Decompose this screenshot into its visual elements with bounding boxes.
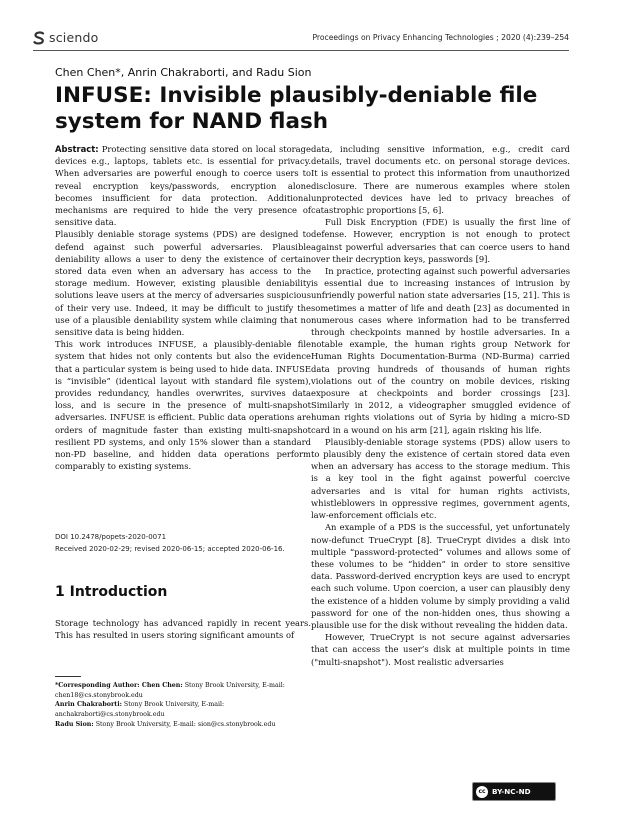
section-heading: 1 Introduction <box>55 584 168 600</box>
sciendo-logo-icon <box>33 31 45 45</box>
creative-commons-icon: cc <box>476 786 488 798</box>
footnote: Radu Sion: Stony Brook University, E-mail: sion@cs.stonybrook.edu <box>55 720 276 728</box>
abstract-paragraph: Plausibly deniable storage systems (PDS) are designed to defend against such powerful adversaries. Plausible deniability allows a user to deny the existence of certain stored data even when an adversary has access to the storage medium. However, existing plausible deniability solutions leave users at the mercy of adversaries suspicious of their very use. Indeed, it may be difficult to justify the use of a plausible deniability system while claiming that no sensitive data is being hidden. <box>55 229 311 338</box>
doi: DOI 10.2478/popets-2020-0071 <box>55 533 167 541</box>
body-paragraph: An example of a PDS is the successful, yet unfortunately now-defunct TrueCrypt [8]. TrueCrypt divides a disk into multiple “password-protected” volumes and allows some of these volumes to be “hidden” in order to store sensitive data. Password-derived encryption keys are used to encrypt each such volume. Upon coercion, a user can plausibly deny the existence of a hidden volume by simply providing a valid password for one of the non-hidden ones, thus showing a plausible use for the disk without revealing the hidden data. <box>311 522 570 630</box>
footnote-rule <box>55 676 81 677</box>
header-rule <box>33 50 569 51</box>
paper-title: INFUSE: Invisible plausibly-deniable file system for NAND flash <box>55 83 538 134</box>
received-dates: Received 2020-02-29; revised 2020-06-15; accepted 2020-06-16. <box>55 545 285 553</box>
license-label: BY-NC-ND <box>492 787 531 796</box>
body-paragraph: However, TrueCrypt is not secure against adversaries that can access the user’s disk at multiple points in time ("multi-snapshot"). Most realistic adversaries <box>311 632 570 667</box>
body-paragraph: Full Disk Encryption (FDE) is usually the first line of defense. However, encryption is not enough to protect against powerful adversaries that can coerce users to hand over their decryption keys, passwords [9]. <box>311 217 570 264</box>
abstract-paragraph: Abstract: Protecting sensitive data stored on local storage devices e.g., laptops, tablets etc. is essential for privacy. When adversaries are powerful enough to coerce users to reveal encryption keys/passwords, encryption alone becomes insufficient for data protection. Additional mechanisms are required to hide the very presence of sensitive data. <box>55 144 311 228</box>
cc-license-badge[interactable] <box>472 782 556 801</box>
footnotes <box>55 681 311 730</box>
body-paragraph: In practice, protecting against such powerful adversaries is essential due to increasing instances of intrusion by unfriendly powerful nation state adversaries [15, 21]. This is sometimes a matter of life and death [23] as documented in numerous cases where information had to be transferred through checkpoints manned by hostile adversaries. In a notable example, the human rights group Network for Human Rights Documentation-Burma (ND-Burma) carried data proving hundreds of thousands of human rights violations out of the country on mobile devices, risking exposure at checkpoints and border crossings [23]. Similarly in 2012, a videographer smuggled evidence of human rights violations out of Syria by hiding a micro-SD card in a wound on his arm [21], again risking his life. <box>311 266 570 435</box>
sciendo-logo <box>33 30 98 45</box>
footnote: *Corresponding Author: Chen Chen: Stony Brook University, E-mail: chen18@cs.stonybrook.edu <box>55 682 285 699</box>
body-right-column <box>311 143 570 668</box>
body-paragraph: Plausibly-deniable storage systems (PDS) allow users to to plausibly deny the existence of certain stored data even when an adversary has access to the storage medium. This is a key tool in the fight against powerful coercive adversaries and is vital for human rights activists, whistleblowers in oppressive regimes, government agents, law-enforcement officials etc. <box>311 436 570 521</box>
footnote: Anrin Chakraborti: Stony Brook University, E-mail: anchakraborti@cs.stonybrook.edu <box>55 701 225 719</box>
logo-text: sciendo <box>49 30 99 45</box>
abstract <box>55 143 311 472</box>
intro-paragraph: Storage technology has advanced rapidly in recent years. This has resulted in users storing significant amounts of <box>55 618 311 641</box>
body-paragraph: data, including sensitive information, e.g., credit card details, travel documents etc. on personal storage devices. It is essential to protect this information from unauthorized disclosure. There are numerous examples where stolen unprotected devices have led to privacy breaches of catastrophic proportions [5, 6]. <box>311 144 570 216</box>
running-head: Proceedings on Privacy Enhancing Technologies ; 2020 (4):239–254 <box>312 33 569 42</box>
author-list: Chen Chen*, Anrin Chakraborti, and Radu Sion <box>55 66 312 79</box>
abstract-label: Abstract: <box>55 144 99 154</box>
abstract-paragraph: This work introduces INFUSE, a plausibly-deniable file system that hides not only contents but also the evidence that a particular system is being used to hide data. INFUSE is “invisible” (identical layout with standard file system), provides redundancy, handles overwrites, survives data loss, and is secure in the presence of multi-snapshot adversaries. INFUSE is efficient. Public data operations are orders of magnitude faster than existing multi-snapshot resilient PD systems, and only 15% slower than a standard non-PD baseline, and hidden data operations perform comparably to existing systems. <box>55 339 311 472</box>
